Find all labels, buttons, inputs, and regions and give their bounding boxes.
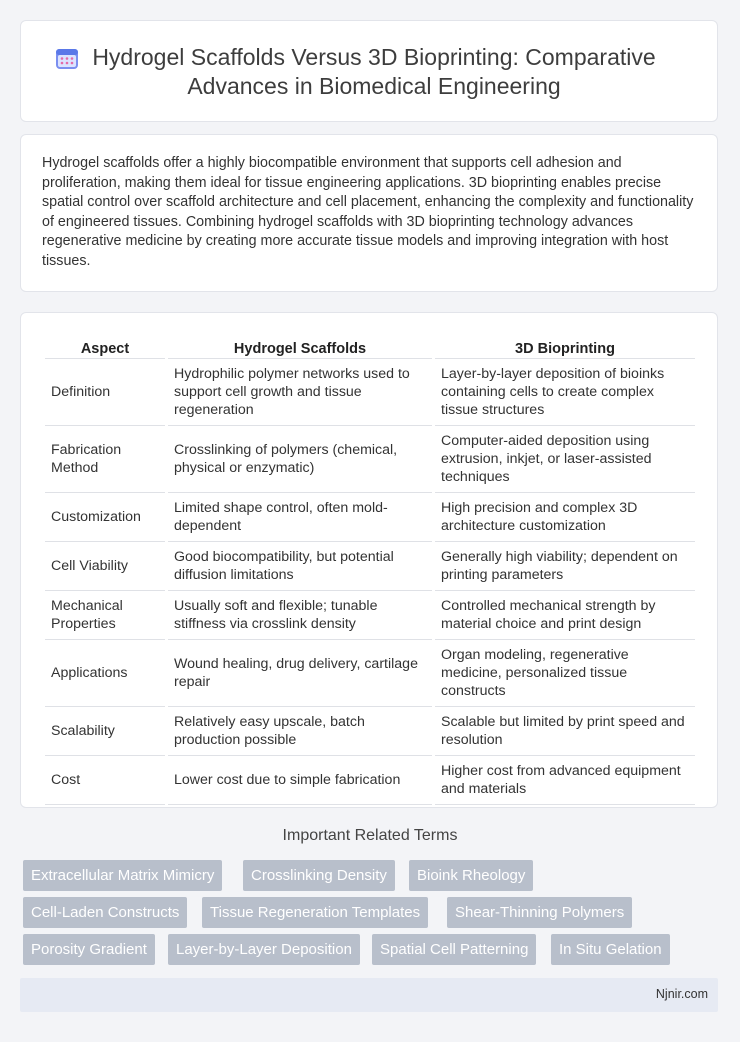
cell-aspect: Customization xyxy=(45,493,165,542)
related-term-tag[interactable]: In Situ Gelation xyxy=(551,934,670,965)
related-term-tag[interactable]: Extracellular Matrix Mimicry xyxy=(23,860,222,891)
cell-bioprinting: Controlled mechanical strength by material choice and print design xyxy=(435,591,695,640)
cell-bioprinting: Generally high viability; dependent on printing parameters xyxy=(435,542,695,591)
related-term-tag[interactable]: Spatial Cell Patterning xyxy=(372,934,536,965)
header-aspect: Aspect xyxy=(45,334,165,359)
comparison-table-card xyxy=(20,312,718,808)
cell-bioprinting: Organ modeling, regenerative medicine, personalized tissue constructs xyxy=(435,640,695,707)
table-row xyxy=(45,591,695,640)
related-term-tag[interactable]: Tissue Regeneration Templates xyxy=(202,897,428,928)
table-row xyxy=(45,640,695,707)
cell-hydrogel: Crosslinking of polymers (chemical, physical or enzymatic) xyxy=(168,426,432,493)
cell-aspect: Cost xyxy=(45,756,165,805)
cell-bioprinting: High precision and complex 3D architecture customization xyxy=(435,493,695,542)
cell-hydrogel: Hydrophilic polymer networks used to support cell growth and tissue regeneration xyxy=(168,359,432,426)
cell-aspect: Definition xyxy=(45,359,165,426)
cell-bioprinting: Computer-aided deposition using extrusion, inkjet, or laser-assisted techniques xyxy=(435,426,695,493)
title-card xyxy=(20,20,718,122)
cell-hydrogel: Limited shape control, often mold-dependent xyxy=(168,493,432,542)
table-row xyxy=(45,707,695,756)
cell-bioprinting: Scalable but limited by print speed and resolution xyxy=(435,707,695,756)
cell-aspect: Mechanical Properties xyxy=(45,591,165,640)
footer-site-link[interactable]: Njnir.com xyxy=(655,987,708,1001)
cell-aspect: Fabrication Method xyxy=(45,426,165,493)
intro-card xyxy=(20,134,718,292)
cell-aspect: Scalability xyxy=(45,707,165,756)
related-term-tag[interactable]: Layer-by-Layer Deposition xyxy=(168,934,360,965)
related-terms-heading: Important Related Terms xyxy=(282,827,458,844)
cell-bioprinting: Higher cost from advanced equipment and materials xyxy=(435,756,695,805)
cell-hydrogel: Wound healing, drug delivery, cartilage repair xyxy=(168,640,432,707)
cell-hydrogel: Relatively easy upscale, batch production possible xyxy=(168,707,432,756)
cell-hydrogel: Good biocompatibility, but potential diffusion limitations xyxy=(168,542,432,591)
intro-paragraph: Hydrogel scaffolds offer a highly biocompatible environment that supports cell adhesion and proliferation, making them ideal for tissue engineering applications. 3D bioprinting enables precise spatial control over scaffold architecture and cell placement, enhancing the complexity and functionality of engineered tissues. Combining hydrogel scaffolds with 3D bioprinting technology advances regenerative medicine by creating more accurate tissue models and improving integration with host tissues. xyxy=(42,155,694,269)
cell-hydrogel: Usually soft and flexible; tunable stiffness via crosslink density xyxy=(168,591,432,640)
cell-hydrogel: Lower cost due to simple fabrication xyxy=(168,756,432,805)
cell-bioprinting: Layer-by-layer deposition of bioinks containing cells to create complex tissue structures xyxy=(435,359,695,426)
cell-aspect: Applications xyxy=(45,640,165,707)
related-term-tag[interactable]: Cell-Laden Constructs xyxy=(23,897,187,928)
footer-bar xyxy=(20,978,718,1012)
related-term-tag[interactable]: Crosslinking Density xyxy=(243,860,395,891)
table-row xyxy=(45,542,695,591)
related-term-tag[interactable]: Bioink Rheology xyxy=(409,860,533,891)
table-row xyxy=(45,756,695,805)
table-row xyxy=(45,426,695,493)
comparison-table xyxy=(42,334,698,805)
cell-aspect: Cell Viability xyxy=(45,542,165,591)
table-row xyxy=(45,493,695,542)
table-header-row xyxy=(45,334,695,359)
page-title: Hydrogel Scaffolds Versus 3D Bioprinting: Comparative Advances in Biomedical Engineering xyxy=(92,44,656,99)
related-term-tag[interactable]: Shear-Thinning Polymers xyxy=(447,897,632,928)
table-row xyxy=(45,359,695,426)
header-bioprinting: 3D Bioprinting xyxy=(435,334,695,359)
related-term-tag[interactable]: Porosity Gradient xyxy=(23,934,155,965)
header-hydrogel: Hydrogel Scaffolds xyxy=(168,334,432,359)
